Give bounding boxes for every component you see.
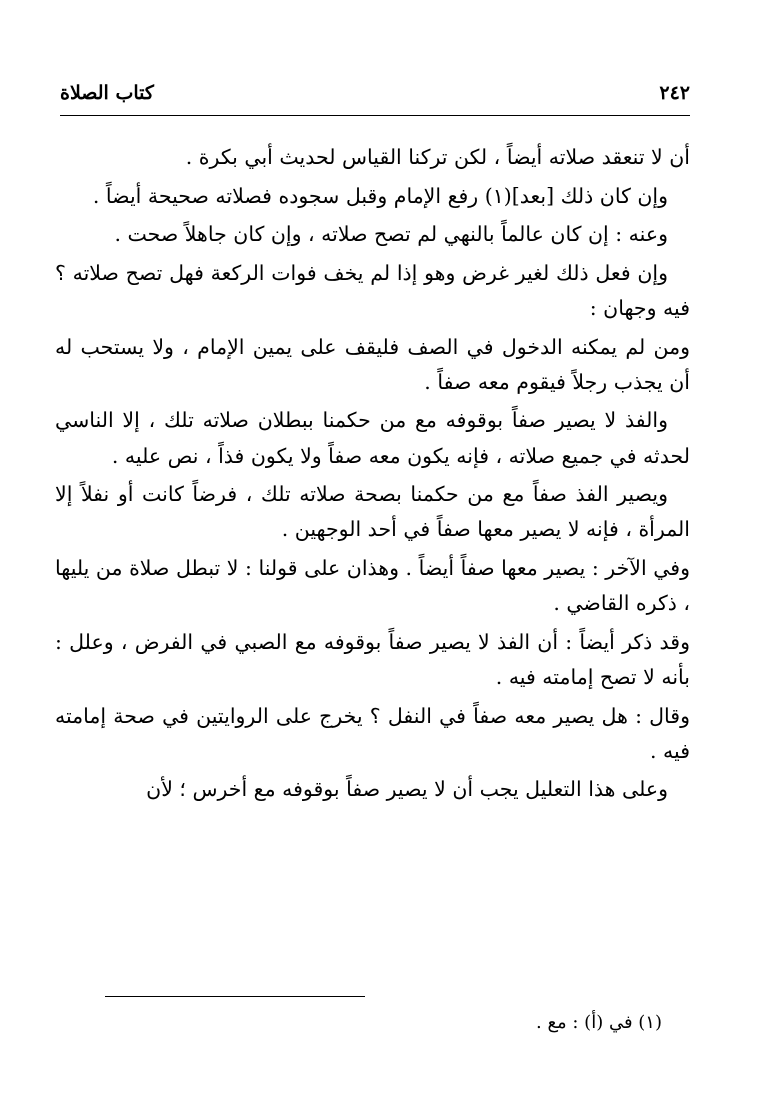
footnote-divider	[105, 996, 365, 997]
paragraph: وعلى هذا التعليل يجب أن لا يصير صفاً بوقوفه مع أخرس ؛ لأن	[146, 777, 668, 802]
paragraph: وقد ذكر أيضاً : أن الفذ لا يصير صفاً بوقوفه مع الصبي في الفرض ، وعلل : بأنه لا تصح إمامته فيه .	[55, 629, 690, 689]
header-divider	[60, 115, 690, 116]
book-title: كتاب الصلاة	[60, 82, 154, 104]
page-number: ٢٤٢	[659, 82, 690, 104]
page-header	[60, 80, 690, 106]
paragraph: وقال : هل يصير معه صفاً في النفل ؟ يخرج على الروايتين في صحة إمامته فيه .	[55, 703, 690, 763]
main-text	[55, 140, 690, 811]
paragraph: وإن كان ذلك [بعد](١) رفع الإمام وقبل سجوده فصلاته صحيحة أيضاً .	[92, 183, 668, 208]
paragraph: والفذ لا يصير صفاً بوقوفه مع من حكمنا ببطلان صلاته تلك ، إلا الناسي لحدثه في جميع صلاته ، فإنه يكون معه صفاً ولا يكون فذاً ، نص عليه .	[55, 408, 690, 468]
paragraph: ويصير الفذ صفاً مع من حكمنا بصحة صلاته تلك ، فرضاً كانت أو نفلاً إلا المرأة ، فإنه لا يصير معها صفاً في أحد الوجهين .	[55, 482, 690, 542]
paragraph: أن لا تنعقد صلاته أيضاً ، لكن تركنا القياس لحديث أبي بكرة .	[185, 145, 690, 169]
footnote: (١) في (أ) : مع .	[536, 1012, 662, 1033]
paragraph: وفي الآخر : يصير معها صفاً أيضاً . وهذان على قولنا : لا تبطل صلاة من يليها ، ذكره القاضي .	[55, 555, 690, 616]
paragraph: وإن فعل ذلك لغير غرض وهو إذا لم يخف فوات الركعة فهل تصح صلاته ؟ فيه وجهان :	[55, 260, 690, 320]
paragraph: ومن لم يمكنه الدخول في الصف فليقف على يمين الإمام ، ولا يستحب له أن يجذب رجلاً فيقوم معه صفاً .	[55, 334, 690, 394]
paragraph: وعنه : إن كان عالماً بالنهي لم تصح صلاته ، وإن كان جاهلاً صحت .	[114, 222, 668, 247]
